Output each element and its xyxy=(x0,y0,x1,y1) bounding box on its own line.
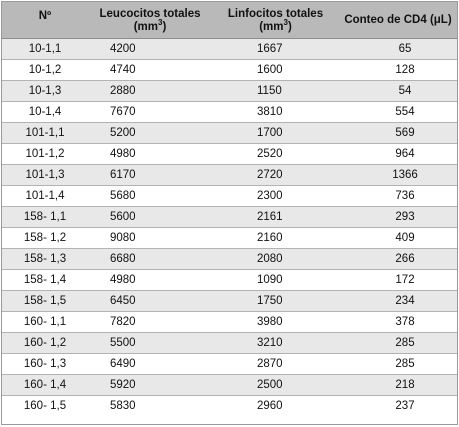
cell-sample-id: 160- 1,1 xyxy=(23,316,67,328)
cell-linfocitos: 1090 xyxy=(257,274,283,286)
header-linfocitos-unit-close: ) xyxy=(287,20,292,33)
cell-leucocitos: 6170 xyxy=(110,169,136,181)
table-body xyxy=(2,39,457,417)
header-linfocitos-line1: Linfocitos totales xyxy=(227,7,324,20)
cell-sample-id: 158- 1,1 xyxy=(23,211,67,223)
cell-cd4: 293 xyxy=(395,211,415,223)
cell-cd4: 218 xyxy=(395,379,415,391)
cell-sample-id: 160- 1,5 xyxy=(23,400,67,412)
cell-linfocitos: 3980 xyxy=(257,316,283,328)
cell-linfocitos: 2160 xyxy=(257,232,283,244)
cell-leucocitos: 9080 xyxy=(110,232,136,244)
cell-linfocitos: 3810 xyxy=(257,106,283,118)
cell-leucocitos: 7820 xyxy=(110,316,136,328)
cell-cd4: 285 xyxy=(395,337,415,349)
cell-leucocitos: 4980 xyxy=(110,148,136,160)
table-row xyxy=(2,165,457,186)
cell-leucocitos: 4740 xyxy=(110,64,136,76)
table-row xyxy=(2,123,457,144)
header-cd4 xyxy=(339,2,457,38)
table-row xyxy=(2,207,457,228)
cell-sample-id: 101-1,1 xyxy=(25,127,65,139)
cell-cd4: 409 xyxy=(395,232,415,244)
cell-leucocitos: 5500 xyxy=(110,337,136,349)
cell-sample-id: 10-1,4 xyxy=(28,106,62,118)
cell-linfocitos: 2720 xyxy=(257,169,283,181)
cell-cd4: 569 xyxy=(395,127,415,139)
cell-linfocitos: 2500 xyxy=(257,379,283,391)
cell-cd4: 266 xyxy=(395,253,415,265)
table-header xyxy=(2,2,457,39)
header-leucocitos-unit-sup: 3 xyxy=(157,17,163,27)
cell-cd4: 285 xyxy=(395,358,415,370)
cell-sample-id: 158- 1,3 xyxy=(23,253,67,265)
cell-linfocitos: 2161 xyxy=(257,211,283,223)
cell-sample-id: 101-1,2 xyxy=(25,148,65,160)
table-row xyxy=(2,249,457,270)
cell-leucocitos: 7670 xyxy=(110,106,136,118)
cell-cd4: 554 xyxy=(395,106,415,118)
cell-linfocitos: 1600 xyxy=(257,64,283,76)
cell-linfocitos: 2870 xyxy=(257,358,283,370)
table-row xyxy=(2,270,457,291)
cell-cd4: 234 xyxy=(395,295,415,307)
header-cd4-label: Conteo de CD4 (μL) xyxy=(344,14,452,26)
cell-leucocitos: 6450 xyxy=(110,295,136,307)
cell-sample-id: 101-1,3 xyxy=(25,169,65,181)
table-row xyxy=(2,228,457,249)
table-row xyxy=(2,354,457,375)
header-number-label: Nº xyxy=(38,10,52,22)
cell-cd4: 736 xyxy=(395,190,415,202)
cell-sample-id: 160- 1,2 xyxy=(23,337,67,349)
header-number xyxy=(2,2,88,38)
cell-sample-id: 10-1,3 xyxy=(28,85,62,97)
header-leucocitos-line1: Leucocitos totales xyxy=(99,7,201,20)
header-leucocitos xyxy=(88,2,212,38)
cell-linfocitos: 1750 xyxy=(257,295,283,307)
cell-cd4: 54 xyxy=(398,85,412,97)
table-row xyxy=(2,60,457,81)
cell-cd4: 128 xyxy=(395,64,415,76)
table-row xyxy=(2,333,457,354)
cell-linfocitos: 1150 xyxy=(257,85,282,97)
table-row xyxy=(2,312,457,333)
cell-cd4: 172 xyxy=(395,274,415,286)
cell-leucocitos: 5600 xyxy=(110,211,136,223)
cell-sample-id: 10-1,1 xyxy=(28,43,62,55)
cell-linfocitos: 2960 xyxy=(257,400,283,412)
cell-linfocitos: 3210 xyxy=(257,337,283,349)
header-linfocitos-unit xyxy=(259,17,292,34)
table-row xyxy=(2,102,457,123)
cell-cd4: 378 xyxy=(395,316,415,328)
cell-leucocitos: 2880 xyxy=(110,85,136,97)
cell-cd4: 65 xyxy=(398,43,412,55)
header-leucocitos-unit-close: ) xyxy=(162,20,167,33)
cell-sample-id: 158- 1,5 xyxy=(23,295,67,307)
cell-linfocitos: 2520 xyxy=(257,148,283,160)
cell-sample-id: 158- 1,2 xyxy=(23,232,67,244)
header-leucocitos-unit-open: (mm xyxy=(133,20,158,33)
header-linfocitos-unit-open: (mm xyxy=(259,20,284,33)
header-linfocitos xyxy=(212,2,339,38)
cell-leucocitos: 5830 xyxy=(110,400,136,412)
cell-linfocitos: 1667 xyxy=(257,43,283,55)
cell-sample-id: 160- 1,3 xyxy=(23,358,67,370)
cell-sample-id: 160- 1,4 xyxy=(23,379,67,391)
cell-leucocitos: 5680 xyxy=(110,190,136,202)
cell-linfocitos: 1700 xyxy=(257,127,283,139)
table-row xyxy=(2,39,457,60)
header-leucocitos-unit xyxy=(133,17,167,34)
header-linfocitos-unit-sup: 3 xyxy=(283,17,288,27)
cell-sample-id: 158- 1,4 xyxy=(23,274,67,286)
table-row xyxy=(2,291,457,312)
cell-leucocitos: 5200 xyxy=(110,127,136,139)
table-row xyxy=(2,81,457,102)
table-row xyxy=(2,396,457,417)
cell-cd4: 1366 xyxy=(392,169,418,181)
cell-cd4: 237 xyxy=(395,400,415,412)
cell-sample-id: 101-1,4 xyxy=(25,190,65,202)
cell-leucocitos: 4980 xyxy=(110,274,136,286)
cell-sample-id: 10-1,2 xyxy=(28,64,62,76)
data-table xyxy=(1,1,458,425)
cell-leucocitos: 6680 xyxy=(110,253,136,265)
cell-linfocitos: 2300 xyxy=(257,190,283,202)
cell-leucocitos: 5920 xyxy=(110,379,136,391)
table-row xyxy=(2,375,457,396)
cell-linfocitos: 2080 xyxy=(257,253,283,265)
cell-leucocitos: 4200 xyxy=(110,43,136,55)
table-row xyxy=(2,186,457,207)
table-row xyxy=(2,144,457,165)
cell-cd4: 964 xyxy=(395,148,415,160)
cell-leucocitos: 6490 xyxy=(110,358,136,370)
